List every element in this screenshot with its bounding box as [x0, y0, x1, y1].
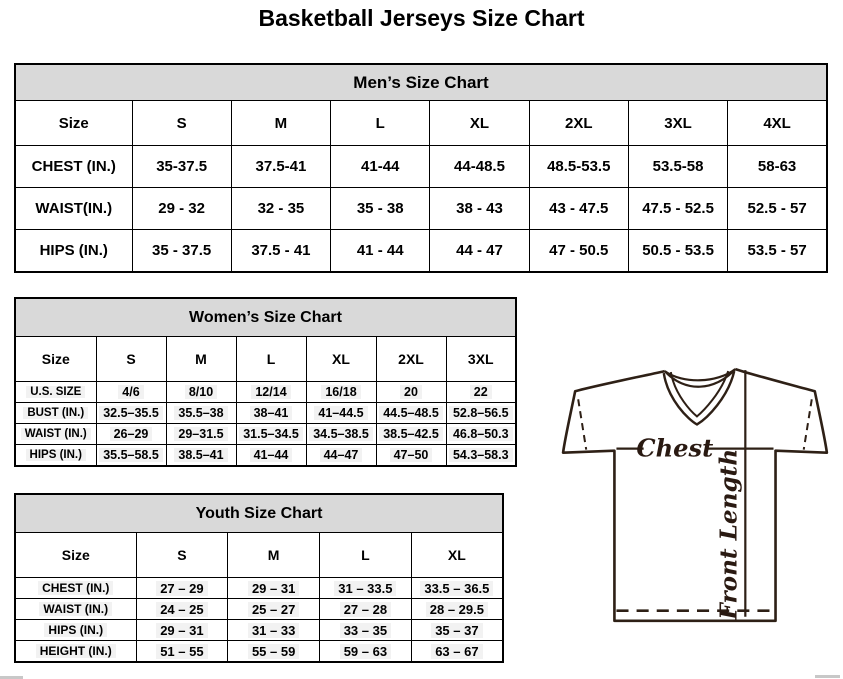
women-table-row [15, 445, 516, 467]
men-cell-value: 52.5 - 57 [747, 200, 807, 217]
youth-cell-value: 28 – 29.5 [426, 602, 488, 617]
youth-cell-value: 31 – 33.5 [334, 581, 396, 596]
women-cell-value: 29–31.5 [174, 427, 227, 441]
men-cell-value: 29 - 32 [158, 200, 205, 217]
youth-column-header: S [136, 533, 228, 578]
women-column-header: 2XL [376, 337, 446, 382]
women-cell-value: 22 [470, 385, 492, 399]
women-cell-value: 35.5–38 [174, 406, 227, 420]
men-table-row [15, 188, 827, 230]
jersey-measurement-diagram [557, 357, 839, 649]
youth-cell-value: 29 – 31 [248, 581, 299, 596]
youth-table-row [15, 599, 503, 620]
youth-cell-value: 27 – 29 [156, 581, 207, 596]
men-cell-value: 50.5 - 53.5 [642, 242, 714, 259]
youth-column-header: L [320, 533, 412, 578]
mens-size-table [14, 63, 828, 273]
men-cell-value: 32 - 35 [257, 200, 305, 217]
youth-cell-value: 24 – 25 [156, 602, 207, 617]
women-cell-value: 38–41 [250, 406, 293, 420]
youth-row-label: HEIGHT (IN.) [36, 644, 116, 658]
women-column-header: M [166, 337, 236, 382]
youth-cell-value: 55 – 59 [248, 644, 299, 659]
men-column-header: S [132, 101, 231, 146]
women-cell-value: 12/14 [251, 385, 290, 399]
women-table-row [15, 382, 516, 403]
men-cell-value: 58-63 [757, 158, 797, 175]
women-table-row [15, 424, 516, 445]
right-cuff-dashed-line [804, 399, 812, 449]
men-cell-value: 37.5-41 [255, 158, 307, 175]
men-cell-value: 53.5-58 [652, 158, 704, 175]
women-cell-value: 44–47 [320, 448, 363, 462]
men-cell-value: 35-37.5 [156, 158, 208, 175]
women-cell-value: 38.5–41 [174, 448, 227, 462]
women-row-label: BUST (IN.) [23, 407, 88, 419]
men-column-header: L [331, 101, 430, 146]
youth-size-table [14, 493, 504, 663]
men-cell-value: 47 - 50.5 [549, 242, 609, 259]
youth-row-label: HIPS (IN.) [44, 623, 107, 637]
women-column-header: S [96, 337, 166, 382]
men-column-header: 4XL [728, 101, 827, 146]
women-cell-value: 47–50 [390, 448, 433, 462]
women-row-label: WAIST (IN.) [21, 428, 91, 440]
women-column-header: XL [306, 337, 376, 382]
women-cell-value: 4/6 [118, 385, 143, 399]
men-cell-value: 43 - 47.5 [549, 200, 609, 217]
youth-column-header: M [228, 533, 320, 578]
women-cell-value: 34.5–38.5 [309, 427, 373, 441]
women-column-header: 3XL [446, 337, 516, 382]
men-table-row [15, 146, 827, 188]
women-cell-value: 41–44.5 [314, 406, 367, 420]
youth-column-header: XL [411, 533, 503, 578]
men-column-header: 3XL [628, 101, 727, 146]
youth-cell-value: 31 – 33 [248, 623, 299, 638]
men-row-label: HIPS (IN.) [39, 242, 108, 259]
youth-cell-value: 25 – 27 [248, 602, 299, 617]
women-cell-value: 31.5–34.5 [239, 427, 303, 441]
men-cell-value: 44 - 47 [456, 242, 503, 259]
women-cell-value: 8/10 [185, 385, 217, 399]
men-column-header: M [231, 101, 330, 146]
women-row-label: U.S. SIZE [26, 386, 85, 398]
men-cell-value: 44-48.5 [454, 158, 505, 175]
youth-cell-value: 35 – 37 [431, 623, 482, 638]
men-table-row [15, 230, 827, 273]
youth-table-title: Youth Size Chart [15, 494, 503, 533]
men-row-label: CHEST (IN.) [31, 158, 116, 175]
men-cell-value: 35 - 38 [356, 200, 404, 217]
women-cell-value: 46.8–50.3 [449, 427, 513, 441]
youth-table-row [15, 620, 503, 641]
women-table-row [15, 403, 516, 424]
women-column-header: Size [15, 337, 96, 382]
youth-cell-value: 27 – 28 [340, 602, 391, 617]
women-cell-value: 41–44 [250, 448, 293, 462]
youth-cell-value: 33 – 35 [340, 623, 391, 638]
women-cell-value: 26–29 [110, 427, 153, 441]
jersey-outline [563, 369, 827, 621]
youth-cell-value: 63 – 67 [431, 644, 482, 659]
women-cell-value: 20 [400, 385, 422, 399]
women-cell-value: 44.5–48.5 [379, 406, 443, 420]
women-cell-value: 16/18 [321, 385, 360, 399]
women-cell-value: 35.5–58.5 [99, 448, 163, 462]
men-cell-value: 35 - 37.5 [152, 242, 212, 259]
men-cell-value: 41-44 [361, 158, 400, 175]
women-row-label: HIPS (IN.) [26, 449, 86, 461]
women-cell-value: 54.3–58.3 [449, 448, 513, 462]
youth-table-row [15, 641, 503, 663]
women-cell-value: 38.5–42.5 [379, 427, 443, 441]
men-row-label: WAIST(IN.) [35, 200, 113, 217]
men-cell-value: 53.5 - 57 [747, 242, 807, 259]
page-title: Basketball Jerseys Size Chart [258, 5, 585, 31]
women-table-title: Women’s Size Chart [15, 298, 516, 337]
men-cell-value: 41 - 44 [356, 242, 404, 259]
men-table-title: Men’s Size Chart [15, 64, 827, 101]
men-column-header: XL [430, 101, 529, 146]
youth-row-label: CHEST (IN.) [38, 581, 113, 595]
left-cuff-dashed-line [578, 399, 586, 449]
front-length-measure-label: Front Length [715, 448, 743, 620]
women-column-header: L [236, 337, 306, 382]
horizontal-scrollbar-thumb-right[interactable] [815, 675, 840, 678]
youth-row-label: WAIST (IN.) [39, 602, 112, 616]
youth-cell-value: 33.5 – 36.5 [420, 581, 493, 596]
women-cell-value: 52.8–56.5 [449, 406, 513, 420]
chest-measure-label: Chest [636, 433, 714, 463]
youth-cell-value: 29 – 31 [156, 623, 207, 638]
men-cell-value: 37.5 - 41 [251, 242, 311, 259]
men-cell-value: 48.5-53.5 [547, 158, 611, 175]
men-column-header: Size [15, 101, 132, 146]
men-column-header: 2XL [529, 101, 628, 146]
men-cell-value: 38 - 43 [456, 200, 503, 217]
youth-table-row [15, 578, 503, 599]
youth-cell-value: 51 – 55 [156, 644, 207, 659]
youth-column-header: Size [15, 533, 136, 578]
womens-size-table [14, 297, 517, 467]
men-cell-value: 47.5 - 52.5 [642, 200, 714, 217]
youth-cell-value: 59 – 63 [340, 644, 391, 659]
women-cell-value: 32.5–35.5 [99, 406, 163, 420]
